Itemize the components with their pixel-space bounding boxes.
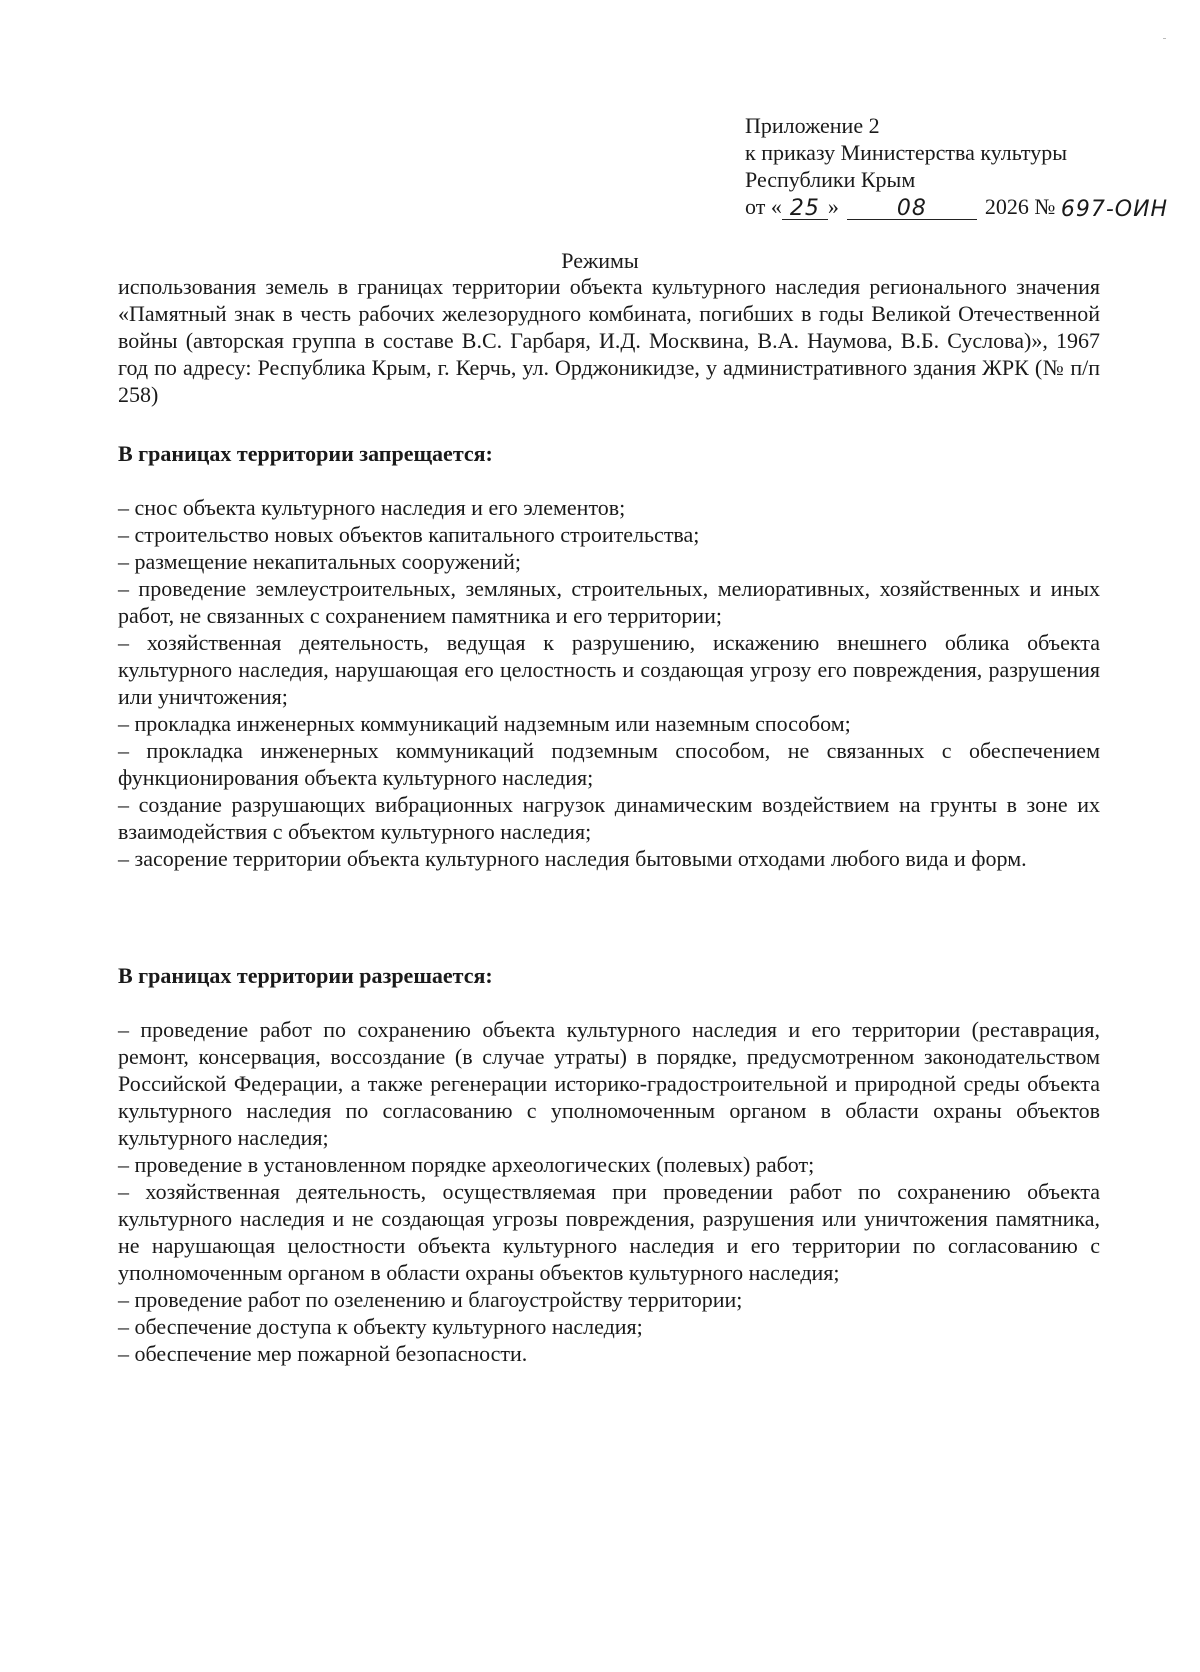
- allowed-item: – обеспечение мер пожарной безопасности.: [118, 1341, 528, 1366]
- document-title-body: использования земель в границах территории объекта культурного наследия регионального значения «Памятный знак в честь рабочих железорудного комбината, погибших в годы Великой Отечественной войны (авторская группа в составе В.С. Гарбаря, И.Д. Москвина, В.А. Наумова, В.Б. Суслова)», 1967 год по адресу: Республика Крым, г. Керчь, ул. Орджоникидзе, у административного здания ЖРК (№ п/п 258): [118, 274, 1100, 407]
- forbidden-item: – размещение некапитальных сооружений;: [118, 549, 521, 574]
- forbidden-item: – прокладка инженерных коммуникаций надземным или наземным способом;: [118, 711, 851, 736]
- forbidden-heading: В границах территории запрещается:: [118, 441, 493, 466]
- forbidden-item: – прокладка инженерных коммуникаций подземным способом, не связанных с обеспечением функционирования объекта культурного наследия;: [118, 738, 1100, 790]
- allowed-heading: В границах территории разрешается:: [118, 963, 493, 988]
- appendix-line-1: Приложение 2: [745, 113, 880, 138]
- allowed-item: – проведение работ по сохранению объекта культурного наследия и его территории (реставрация, ремонт, консервация, воссоздание (в случае утраты) в порядке, предусмотренном законодательством Российской Федерации, а также регенерации историко-градостроительной и природной среды объекта культурного наследия по согласованию с уполномоченным органом в области охраны объектов культурного наследия;: [118, 1017, 1100, 1150]
- forbidden-list: [118, 494, 1100, 872]
- forbidden-item: – снос объекта культурного наследия и его элементов;: [118, 495, 626, 520]
- date-month: 08: [847, 195, 977, 220]
- forbidden-item: – строительство новых объектов капитального строительства;: [118, 522, 700, 547]
- allowed-item: – хозяйственная деятельность, осуществляемая при проведении работ по сохранению объекта культурного наследия и не создающая угрозы повреждения, разрушения или уничтожения памятника, не нарушающая целостности объекта культурного наследия и его территории по согласованию с уполномоченным органом в области охраны объектов культурного наследия;: [118, 1179, 1100, 1285]
- allowed-item: – обеспечение доступа к объекту культурного наследия;: [118, 1314, 643, 1339]
- allowed-item: – проведение работ по озеленению и благоустройству территории;: [118, 1287, 743, 1312]
- date-day: 25: [782, 195, 828, 220]
- appendix-date-line: [745, 193, 1169, 222]
- date-day-close: »: [827, 194, 839, 219]
- appendix-line-3: Республики Крым: [745, 167, 916, 192]
- allowed-list: [118, 1016, 1100, 1367]
- forbidden-item: – проведение землеустроительных, земляных, строительных, мелиоративных, хозяйственных и иных работ, не связанных с сохранением памятника и его территории;: [118, 576, 1100, 628]
- scan-mark: [1163, 38, 1166, 39]
- forbidden-item: – засорение территории объекта культурного наследия бытовыми отходами любого вида и форм.: [118, 846, 1027, 871]
- forbidden-item: – хозяйственная деятельность, ведущая к разрушению, искажению внешнего облика объекта культурного наследия, нарушающая его целостность и создающая угрозу его повреждения, разрушения или уничтожения;: [118, 630, 1100, 709]
- appendix-block: [745, 112, 1169, 222]
- forbidden-item: – создание разрушающих вибрационных нагрузок динамическим воздействием на грунты в зоне их взаимодействия с объектом культурного наследия;: [118, 792, 1100, 844]
- order-number: 697-ОИН: [1060, 197, 1169, 222]
- appendix-line-2: к приказу Министерства культуры: [745, 140, 1068, 165]
- allowed-item: – проведение в установленном порядке археологических (полевых) работ;: [118, 1152, 815, 1177]
- date-prefix: от «: [745, 194, 782, 219]
- document-title: Режимы: [561, 248, 639, 273]
- date-year-number-label: 2026 №: [984, 194, 1056, 219]
